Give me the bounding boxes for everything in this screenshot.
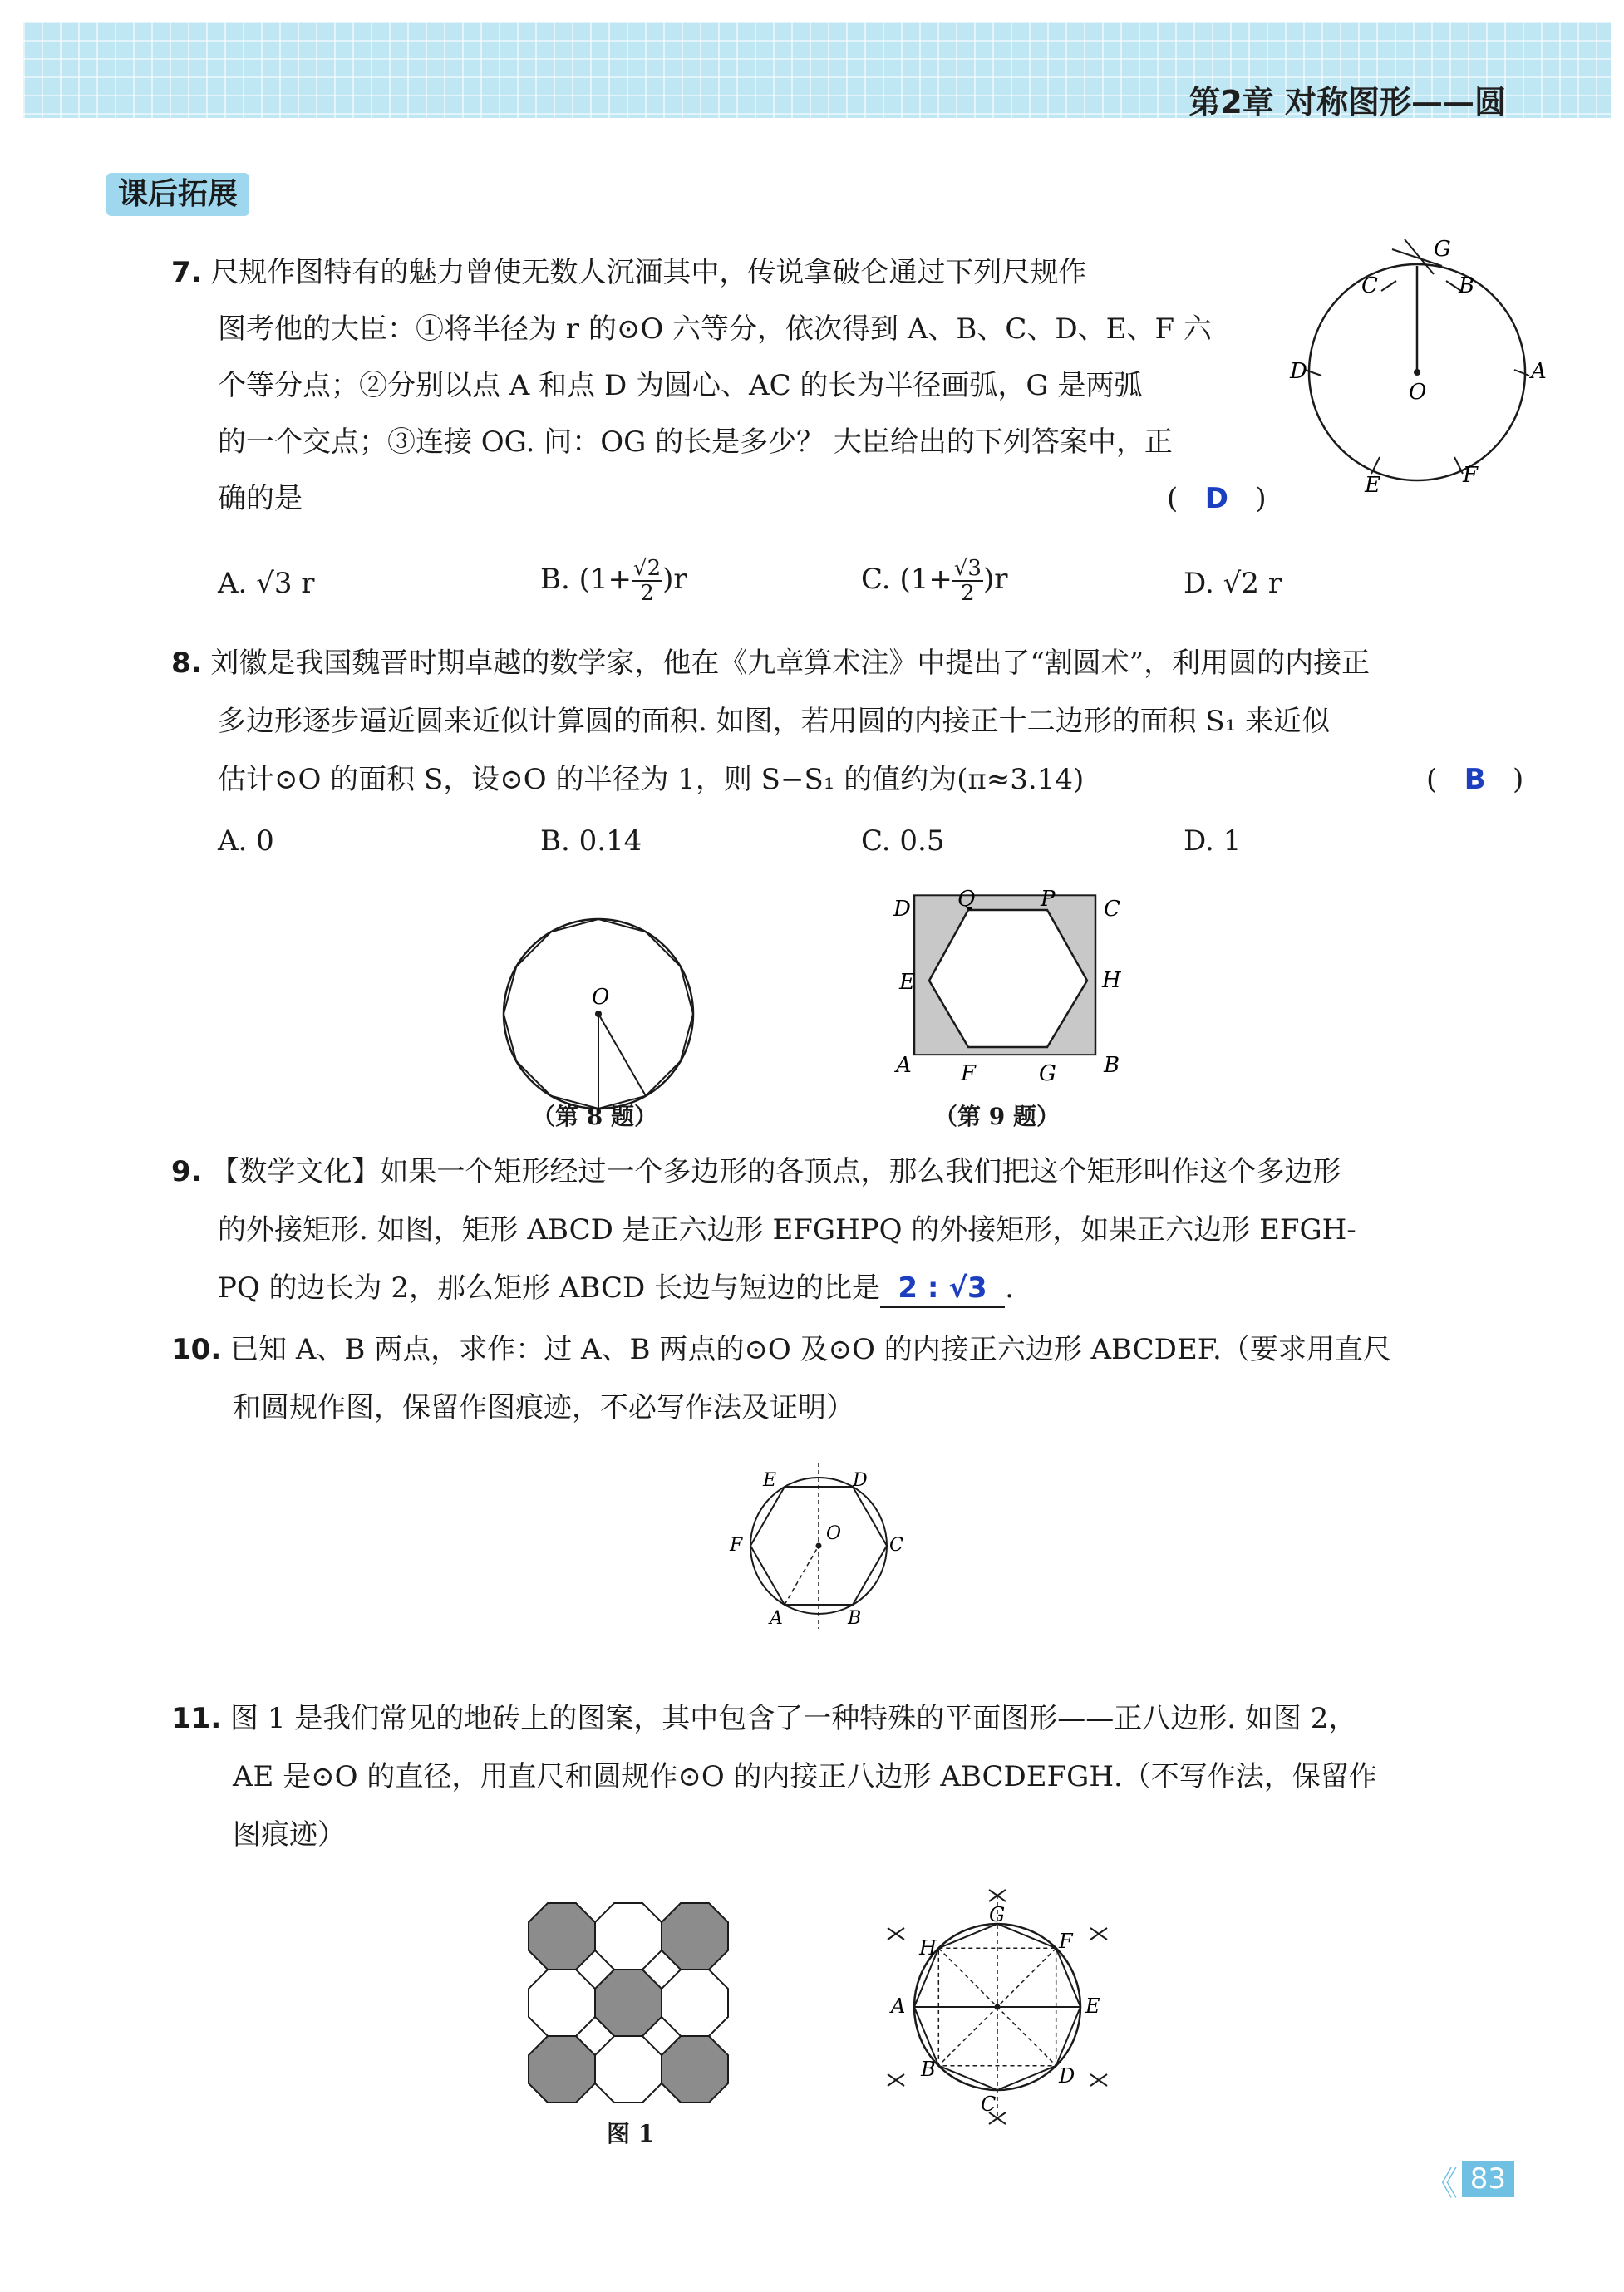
q10-figure [723, 1463, 923, 1637]
q10-line-1: 10. 已知 A、B 两点，求作：过 A、B 两点的⊙O 及⊙O 的内接正六边形 ABCDEF.（要求用直尺 [171, 1333, 1391, 1366]
q10-label-f: F [730, 1535, 743, 1556]
q8-label-o: O [592, 985, 610, 1010]
q10-number: 10. [171, 1333, 222, 1366]
q11-line-3: 图痕迹） [233, 1818, 346, 1852]
q9-label-h: H [1102, 968, 1121, 993]
q9-label-q: Q [957, 887, 976, 912]
q8-line-3: 估计⊙O 的面积 S，设⊙O 的半径为 1，则 S−S₁ 的值约为(π≈3.14) [218, 763, 1085, 796]
q8-figure [499, 914, 698, 1114]
q11-label-e: E [1085, 1994, 1100, 2018]
q10-label-e: E [763, 1470, 777, 1491]
q11-label-g: G [989, 1903, 1006, 1926]
page-number: 83 [1462, 2161, 1514, 2197]
q9-label-g: G [1039, 1061, 1056, 1086]
q7-option-a: A. √3 r [218, 567, 315, 600]
q7-option-d: D. √2 r [1184, 567, 1282, 600]
q7-answer-box: ( D ) [1167, 482, 1267, 515]
q11-label-f: F [1059, 1930, 1073, 1953]
q8-answer: B [1464, 763, 1486, 796]
q7-line-4: 的一个交点；③连接 OG. 问：OG 的长是多少？ 大臣给出的下列答案中，正 [218, 425, 1173, 459]
q9-label-b: B [1104, 1053, 1120, 1078]
q11-figure-1 [529, 1903, 728, 2103]
q7-line-3: 个等分点；②分别以点 A 和点 D 为圆心、AC 的长为半径画弧，G 是两弧 [218, 369, 1143, 402]
q7-answer: D [1204, 482, 1228, 515]
q11-label-b: B [921, 2058, 936, 2081]
q11-caption-fig1: 图 1 [607, 2120, 655, 2147]
q7-label-f: F [1463, 463, 1479, 488]
q10-label-o: O [826, 1523, 842, 1544]
q9-label-f: F [961, 1061, 977, 1086]
q9-line-2: 的外接矩形. 如图，矩形 ABCD 是正六边形 EFGHPQ 的外接矩形，如果正六边形 EFGH- [218, 1213, 1356, 1247]
q11-line-1: 11. 图 1 是我们常见的地砖上的图案，其中包含了一种特殊的平面图形——正八边形. 如图 2， [171, 1702, 1357, 1735]
section-badge: 课后拓展 [106, 173, 249, 216]
q9-label-c: C [1104, 897, 1120, 922]
chapter-title: 第2章 对称图形——圆 [1188, 84, 1506, 121]
q11-label-h: H [919, 1936, 937, 1960]
q9-label-p: P [1041, 887, 1056, 912]
q9-label-d: D [893, 897, 911, 922]
q9-number: 9. [171, 1155, 202, 1188]
tile-row-1 [529, 1903, 728, 1970]
q10-line-2: 和圆规作图，保留作图痕迹，不必写作法及证明） [233, 1391, 854, 1424]
q9-label-e: E [899, 970, 915, 995]
q7-line-2: 图考他的大臣：①将半径为 r 的⊙O 六等分，依次得到 A、B、C、D、E、F 六 [218, 312, 1212, 346]
q7-number: 7. [171, 256, 202, 289]
q8-caption: （第 8 题） [532, 1103, 657, 1130]
q8-number: 8. [171, 647, 202, 680]
page-arrows: 《 [1425, 2165, 1458, 2203]
q10-label-a: A [770, 1608, 783, 1629]
q9-caption: （第 9 题） [934, 1103, 1060, 1130]
q11-number: 11. [171, 1702, 222, 1735]
tile-row-2 [529, 1970, 728, 2036]
q8-option-c: C. 0.5 [861, 824, 945, 858]
q11-line-2: AE 是⊙O 的直径，用直尺和圆规作⊙O 的内接正八边形 ABCDEFGH.（不写作法，保留作 [233, 1760, 1377, 1793]
q7-line-5: 确的是 [218, 482, 303, 515]
q7-label-o: O [1409, 380, 1427, 405]
q10-label-c: C [889, 1535, 903, 1556]
q10-label-b: B [848, 1608, 862, 1629]
q7-figure [1290, 233, 1547, 499]
q8-line-2: 多边形逐步逼近圆来近似计算圆的面积. 如图，若用圆的内接正十二边形的面积 S₁ 来近似 [218, 705, 1331, 738]
q7-label-e: E [1365, 473, 1380, 498]
q7-label-d: D [1290, 359, 1307, 384]
q7-label-a: A [1531, 359, 1547, 384]
q9-line-3: PQ 的边长为 2，那么矩形 ABCD 长边与短边的比是 2 : √3 . [218, 1270, 1014, 1308]
q7-label-c: C [1361, 273, 1378, 298]
q10-label-d: D [853, 1470, 868, 1491]
q7-line-1: 7. 尺规作图特有的魅力曾使无数人沉湎其中，传说拿破仑通过下列尺规作 [171, 256, 1087, 289]
q8-answer-box: ( B ) [1426, 763, 1524, 796]
q7-label-g: G [1434, 237, 1451, 262]
q9-label-a: A [896, 1053, 912, 1078]
q11-label-a: A [891, 1994, 906, 2018]
q7-option-b: B. (1+ $\frac{√2}{2}$ )r [540, 556, 687, 606]
q8-line-1: 8. 刘徽是我国魏晋时期卓越的数学家，他在《九章算术注》中提出了“割圆术”，利用圆的内接正 [171, 647, 1371, 680]
q9-line-1: 9. 【数学文化】如果一个矩形经过一个多边形的各顶点，那么我们把这个矩形叫作这个多边形 [171, 1155, 1341, 1188]
q8-option-a: A. 0 [218, 824, 274, 858]
q11-figure-2 [873, 1878, 1122, 2136]
q9-answer: 2 : √3 [898, 1271, 987, 1305]
q11-label-c: C [981, 2093, 997, 2116]
q7-label-b: B [1459, 273, 1475, 298]
q9-figure [889, 881, 1139, 1097]
q11-label-d: D [1059, 2064, 1075, 2088]
q7-option-c: C. (1+ $\frac{√3}{2}$ )r [861, 556, 1008, 606]
tile-row-3 [529, 2036, 728, 2103]
q8-option-d: D. 1 [1184, 824, 1242, 858]
q8-option-b: B. 0.14 [540, 824, 642, 858]
